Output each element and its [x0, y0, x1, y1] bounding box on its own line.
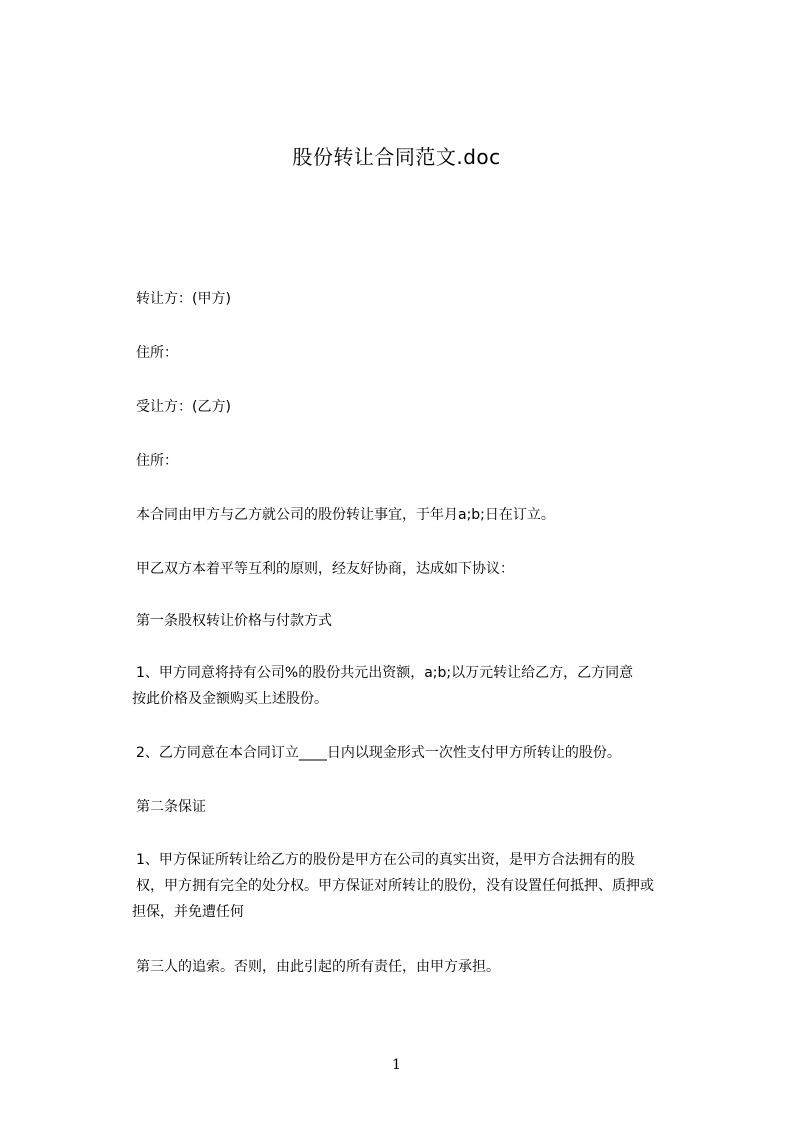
principle-paragraph: 甲乙双方本着平等互利的原则，经友好协商，达成如下协议：	[136, 561, 514, 577]
clause-2-1-line-2: 权，甲方拥有完全的处分权。甲方保证对所转让的股份，没有设置任何抵押、质押或	[136, 878, 654, 894]
transferee-line: 受让方：(乙方)	[136, 399, 231, 415]
clause-2-1-continuation: 第三人的追索。否则，由此引起的所有责任，由甲方承担。	[136, 959, 500, 975]
clause-1-1-line-2: 按此价格及金额购买上述股份。	[132, 691, 328, 707]
clause-2-1-line-3: 担保，并免遭任何	[132, 904, 244, 920]
article-1-heading: 第一条股权转让价格与付款方式	[136, 613, 332, 629]
transferor-address-line: 住所：	[136, 345, 178, 361]
document-title: 股份转让合同范文.doc	[292, 145, 501, 169]
page-number: 1	[392, 1057, 401, 1073]
clause-2-1-line-1: 1、甲方保证所转让给乙方的股份是甲方在公司的真实出资，是甲方合法拥有的股	[136, 852, 635, 868]
clause-1-1-line-1: 1、甲方同意将持有公司%的股份共元出资额，a;b;以万元转让给乙方，乙方同意	[136, 665, 634, 681]
agreement-intro-paragraph: 本合同由甲方与乙方就公司的股份转让事宜，于年月a;b;日在订立。	[136, 507, 555, 523]
clause-1-2: 2、乙方同意在本合同订立____日内以现金形式一次性支付甲方所转让的股份。	[136, 745, 621, 761]
transferor-line: 转让方：(甲方)	[136, 291, 231, 307]
transferee-address-line: 住所：	[136, 453, 178, 469]
article-2-heading: 第二条保证	[136, 799, 206, 815]
